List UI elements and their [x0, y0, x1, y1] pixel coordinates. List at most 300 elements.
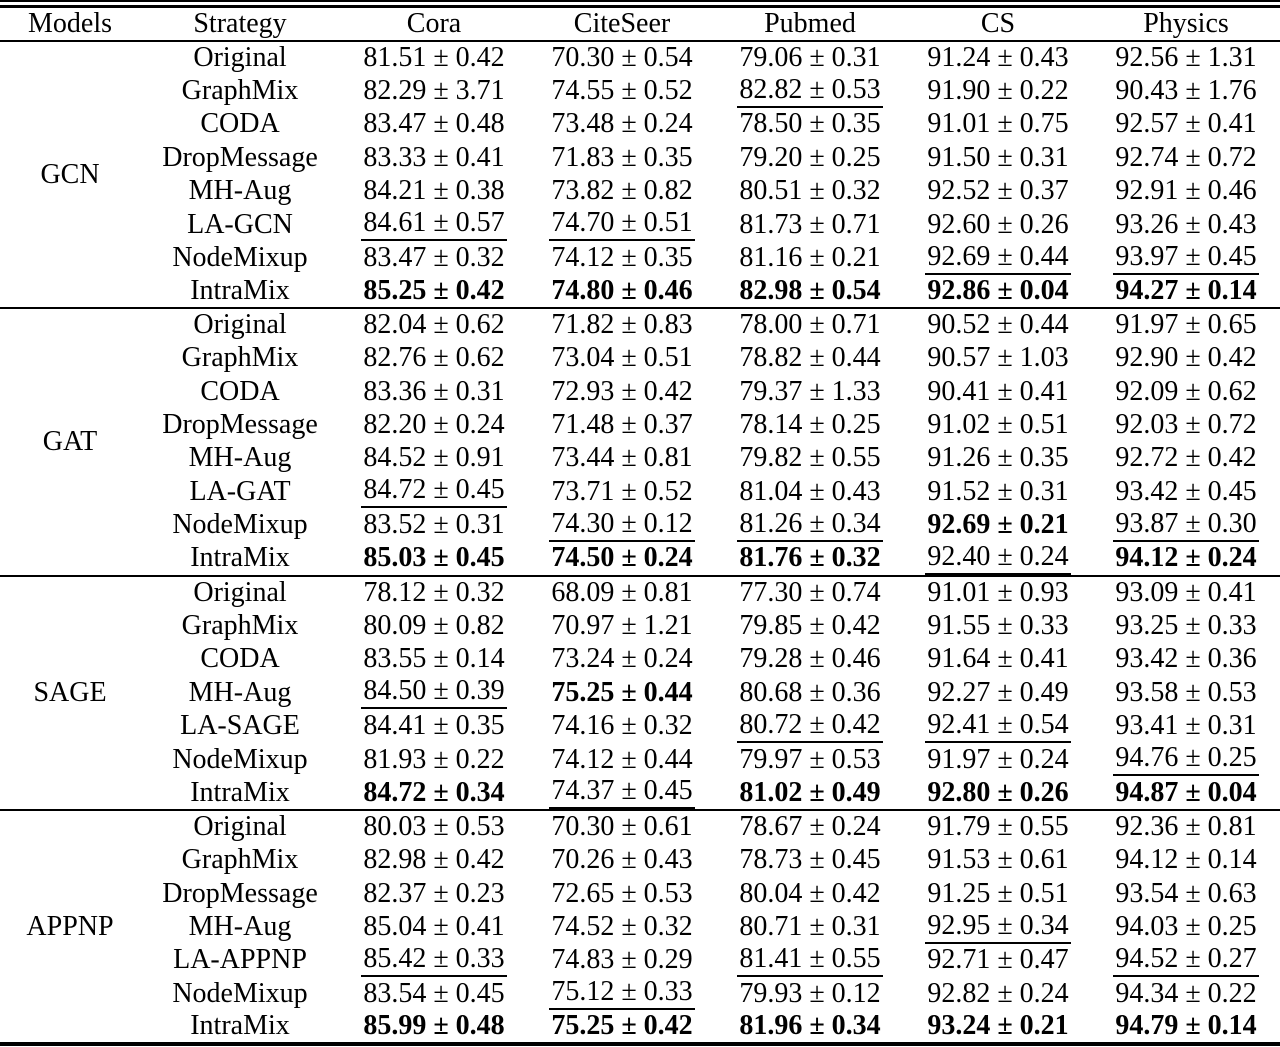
value-text: 74.37 ± 0.45 [549, 777, 694, 809]
model-cell: APPNP [0, 810, 140, 1044]
value-text: 92.03 ± 0.72 [1115, 408, 1257, 440]
value-text: 91.01 ± 0.75 [927, 108, 1069, 140]
value-cell [340, 844, 528, 877]
value-cell [340, 342, 528, 375]
table-row [0, 108, 1280, 141]
value-text: 93.54 ± 0.63 [1115, 877, 1257, 909]
value-cell [716, 508, 904, 541]
value-cell [528, 844, 716, 877]
value-cell [340, 810, 528, 843]
value-text: 73.71 ± 0.52 [551, 475, 693, 507]
value-text: 74.12 ± 0.44 [551, 743, 693, 775]
value-cell [528, 643, 716, 676]
value-cell [1092, 709, 1280, 742]
table-row [0, 442, 1280, 475]
value-text: 94.27 ± 0.14 [1115, 274, 1257, 306]
value-cell [1092, 275, 1280, 308]
value-cell [1092, 175, 1280, 208]
value-text: 81.96 ± 0.34 [739, 1010, 881, 1042]
value-cell [904, 408, 1092, 441]
value-text: 80.72 ± 0.42 [737, 711, 882, 743]
value-cell [1092, 342, 1280, 375]
value-text: 92.56 ± 1.31 [1115, 42, 1257, 74]
value-text: 92.95 ± 0.34 [925, 912, 1070, 944]
value-cell [1092, 944, 1280, 977]
value-cell [528, 475, 716, 508]
value-text: 93.26 ± 0.43 [1115, 208, 1257, 240]
value-cell [1092, 977, 1280, 1010]
value-text: 92.41 ± 0.54 [925, 711, 1070, 743]
value-text: 91.90 ± 0.22 [927, 75, 1069, 107]
value-text: 91.52 ± 0.31 [927, 475, 1069, 507]
value-cell [1092, 41, 1280, 74]
value-text: 85.42 ± 0.33 [361, 945, 506, 977]
table-row [0, 844, 1280, 877]
value-text: 75.12 ± 0.33 [549, 978, 694, 1010]
table-row [0, 977, 1280, 1010]
value-cell [1092, 308, 1280, 341]
value-text: 73.04 ± 0.51 [551, 342, 693, 374]
strategy-cell: GraphMix [181, 844, 299, 876]
table-row [0, 175, 1280, 208]
column-header-citeseer: CiteSeer [528, 7, 716, 42]
value-cell [904, 743, 1092, 776]
value-text: 71.48 ± 0.37 [551, 408, 693, 440]
value-cell [340, 709, 528, 742]
value-cell [716, 609, 904, 642]
value-cell [340, 910, 528, 943]
value-text: 71.82 ± 0.83 [551, 309, 693, 341]
value-cell [904, 508, 1092, 541]
value-cell [904, 1011, 1092, 1044]
value-cell [1092, 508, 1280, 541]
value-cell [1092, 910, 1280, 943]
value-cell [528, 342, 716, 375]
value-cell [716, 141, 904, 174]
value-cell [340, 408, 528, 441]
value-cell [1092, 810, 1280, 843]
value-text: 79.06 ± 0.31 [739, 42, 881, 74]
value-text: 81.16 ± 0.21 [739, 242, 881, 274]
table-row [0, 910, 1280, 943]
strategy-cell: CODA [200, 375, 280, 407]
table-row [0, 576, 1280, 609]
strategy-cell: CODA [200, 643, 280, 675]
table-row [0, 776, 1280, 810]
value-text: 80.68 ± 0.36 [739, 676, 881, 708]
value-text: 82.82 ± 0.53 [737, 76, 882, 108]
column-header-cora: Cora [340, 7, 528, 42]
value-text: 91.97 ± 0.24 [927, 743, 1069, 775]
value-cell [1092, 844, 1280, 877]
table-row [0, 375, 1280, 408]
value-text: 83.55 ± 0.14 [363, 643, 505, 675]
value-text: 90.41 ± 0.41 [927, 375, 1069, 407]
value-text: 94.76 ± 0.25 [1113, 744, 1258, 776]
table-row [0, 208, 1280, 241]
value-text: 91.79 ± 0.55 [927, 811, 1069, 843]
value-text: 81.73 ± 0.71 [739, 208, 881, 240]
value-text: 81.51 ± 0.42 [363, 42, 505, 74]
value-cell [340, 542, 528, 576]
table-row [0, 475, 1280, 508]
value-cell [904, 342, 1092, 375]
value-text: 79.82 ± 0.55 [739, 442, 881, 474]
value-text: 92.82 ± 0.24 [927, 977, 1069, 1009]
value-text: 94.52 ± 0.27 [1113, 945, 1258, 977]
table-row [0, 241, 1280, 274]
value-text: 91.01 ± 0.93 [927, 577, 1069, 609]
value-text: 90.52 ± 0.44 [927, 309, 1069, 341]
value-text: 74.12 ± 0.35 [551, 242, 693, 274]
value-text: 80.51 ± 0.32 [739, 175, 881, 207]
value-text: 85.03 ± 0.45 [363, 542, 505, 574]
value-cell [340, 74, 528, 107]
value-cell [904, 475, 1092, 508]
value-cell [528, 442, 716, 475]
value-cell [716, 576, 904, 609]
value-text: 71.83 ± 0.35 [551, 141, 693, 173]
value-text: 70.97 ± 1.21 [551, 609, 693, 641]
value-text: 81.76 ± 0.32 [739, 542, 881, 574]
value-cell [1092, 676, 1280, 709]
value-text: 75.25 ± 0.42 [551, 1010, 693, 1042]
value-text: 93.25 ± 0.33 [1115, 609, 1257, 641]
value-cell [716, 175, 904, 208]
strategy-cell: MH-Aug [188, 911, 292, 943]
value-text: 74.50 ± 0.24 [551, 542, 693, 574]
column-header-pubmed: Pubmed [716, 7, 904, 42]
value-text: 91.53 ± 0.61 [927, 844, 1069, 876]
value-cell [528, 576, 716, 609]
table-row [0, 508, 1280, 541]
value-text: 68.09 ± 0.81 [551, 577, 693, 609]
value-cell [340, 776, 528, 810]
value-cell [340, 175, 528, 208]
value-cell [528, 74, 716, 107]
value-cell [904, 676, 1092, 709]
table-row [0, 41, 1280, 74]
strategy-cell: LA-GCN [187, 208, 293, 240]
value-text: 78.12 ± 0.32 [363, 577, 505, 609]
value-cell [528, 41, 716, 74]
value-cell [904, 208, 1092, 241]
value-cell [716, 977, 904, 1010]
value-cell [528, 542, 716, 576]
value-cell [340, 275, 528, 308]
value-text: 92.80 ± 0.26 [927, 776, 1069, 808]
value-text: 78.14 ± 0.25 [739, 408, 881, 440]
value-cell [904, 844, 1092, 877]
value-cell [904, 41, 1092, 74]
value-cell [528, 743, 716, 776]
value-text: 70.30 ± 0.54 [551, 42, 693, 74]
value-cell [528, 776, 716, 810]
value-cell [340, 609, 528, 642]
value-cell [528, 175, 716, 208]
value-text: 93.42 ± 0.45 [1115, 475, 1257, 507]
value-cell [904, 308, 1092, 341]
value-text: 77.30 ± 0.74 [739, 577, 881, 609]
strategy-cell: Original [193, 811, 287, 843]
value-cell [340, 508, 528, 541]
value-text: 73.48 ± 0.24 [551, 108, 693, 140]
value-text: 83.47 ± 0.32 [363, 242, 505, 274]
value-cell [340, 1011, 528, 1044]
value-text: 74.55 ± 0.52 [551, 75, 693, 107]
value-cell [340, 944, 528, 977]
value-cell [716, 944, 904, 977]
value-text: 92.74 ± 0.72 [1115, 141, 1257, 173]
strategy-cell: NodeMixup [172, 743, 308, 775]
table-row [0, 743, 1280, 776]
strategy-cell: CODA [200, 108, 280, 140]
value-text: 92.57 ± 0.41 [1115, 108, 1257, 140]
strategy-cell: IntraMix [140, 1011, 340, 1044]
value-text: 80.04 ± 0.42 [739, 877, 881, 909]
strategy-cell: LA-APPNP [173, 944, 307, 976]
value-cell [340, 643, 528, 676]
value-cell [716, 208, 904, 241]
value-cell [340, 308, 528, 341]
value-text: 75.25 ± 0.44 [551, 676, 693, 708]
value-cell [340, 442, 528, 475]
value-cell [904, 108, 1092, 141]
table-row [0, 1011, 1280, 1044]
value-text: 85.04 ± 0.41 [363, 911, 505, 943]
value-text: 83.36 ± 0.31 [363, 375, 505, 407]
value-cell [716, 643, 904, 676]
model-cell: GCN [0, 41, 140, 308]
value-text: 94.03 ± 0.25 [1115, 911, 1257, 943]
value-text: 79.97 ± 0.53 [739, 743, 881, 775]
value-text: 92.72 ± 0.42 [1115, 442, 1257, 474]
strategy-cell: NodeMixup [172, 977, 308, 1009]
value-cell [528, 977, 716, 1010]
table-row [0, 408, 1280, 441]
value-cell [340, 141, 528, 174]
value-cell [528, 910, 716, 943]
table-row [0, 944, 1280, 977]
table-row [0, 609, 1280, 642]
value-text: 91.64 ± 0.41 [927, 643, 1069, 675]
value-text: 79.28 ± 0.46 [739, 643, 881, 675]
value-text: 92.91 ± 0.46 [1115, 175, 1257, 207]
value-text: 79.37 ± 1.33 [739, 375, 881, 407]
strategy-cell: IntraMix [140, 776, 340, 810]
value-text: 91.50 ± 0.31 [927, 141, 1069, 173]
value-text: 78.67 ± 0.24 [739, 811, 881, 843]
value-cell [340, 877, 528, 910]
value-text: 74.52 ± 0.32 [551, 911, 693, 943]
value-text: 92.36 ± 0.81 [1115, 811, 1257, 843]
strategy-cell: NodeMixup [172, 242, 308, 274]
strategy-cell: LA-SAGE [180, 710, 300, 742]
value-text: 72.65 ± 0.53 [551, 877, 693, 909]
table-row [0, 643, 1280, 676]
value-text: 91.24 ± 0.43 [927, 42, 1069, 74]
strategy-cell: GraphMix [181, 609, 299, 641]
value-text: 79.93 ± 0.12 [739, 977, 881, 1009]
value-text: 73.24 ± 0.24 [551, 643, 693, 675]
value-cell [904, 175, 1092, 208]
value-cell [904, 241, 1092, 274]
value-text: 91.55 ± 0.33 [927, 609, 1069, 641]
value-text: 84.50 ± 0.39 [361, 677, 506, 709]
value-text: 92.40 ± 0.24 [925, 543, 1070, 575]
table-row [0, 877, 1280, 910]
value-cell [528, 709, 716, 742]
strategy-cell: IntraMix [140, 275, 340, 308]
value-cell [716, 743, 904, 776]
value-cell [340, 475, 528, 508]
value-text: 83.33 ± 0.41 [363, 141, 505, 173]
value-cell [1092, 408, 1280, 441]
table-row [0, 342, 1280, 375]
value-text: 94.12 ± 0.24 [1115, 542, 1257, 574]
value-cell [716, 74, 904, 107]
value-text: 92.27 ± 0.49 [927, 676, 1069, 708]
value-cell [716, 844, 904, 877]
value-text: 81.26 ± 0.34 [737, 510, 882, 542]
strategy-cell: GraphMix [181, 342, 299, 374]
strategy-cell: MH-Aug [188, 676, 292, 708]
value-cell [528, 375, 716, 408]
value-text: 94.34 ± 0.22 [1115, 977, 1257, 1009]
value-text: 73.82 ± 0.82 [551, 175, 693, 207]
value-text: 92.71 ± 0.47 [927, 944, 1069, 976]
value-cell [716, 475, 904, 508]
strategy-cell: Original [193, 42, 287, 74]
value-text: 92.69 ± 0.21 [927, 509, 1069, 541]
value-text: 82.76 ± 0.62 [363, 342, 505, 374]
strategy-cell: IntraMix [140, 542, 340, 576]
table-header [0, 7, 1280, 42]
table-row [0, 74, 1280, 107]
column-header-models: Models [0, 7, 140, 42]
value-cell [1092, 74, 1280, 107]
value-text: 83.47 ± 0.48 [363, 108, 505, 140]
value-cell [716, 1011, 904, 1044]
value-text: 94.87 ± 0.04 [1115, 776, 1257, 808]
value-cell [1092, 475, 1280, 508]
value-text: 84.52 ± 0.91 [363, 442, 505, 474]
strategy-cell: DropMessage [162, 141, 318, 173]
value-text: 81.04 ± 0.43 [739, 475, 881, 507]
value-cell [904, 709, 1092, 742]
value-cell [904, 375, 1092, 408]
value-cell [528, 275, 716, 308]
value-cell [528, 1011, 716, 1044]
value-text: 91.02 ± 0.51 [927, 408, 1069, 440]
value-cell [904, 877, 1092, 910]
value-text: 91.26 ± 0.35 [927, 442, 1069, 474]
table-row [0, 709, 1280, 742]
value-cell [716, 877, 904, 910]
value-text: 74.80 ± 0.46 [551, 274, 693, 306]
value-text: 74.16 ± 0.32 [551, 710, 693, 742]
value-text: 92.09 ± 0.62 [1115, 375, 1257, 407]
table-row [0, 275, 1280, 308]
value-cell [1092, 241, 1280, 274]
value-cell [1092, 776, 1280, 810]
value-text: 83.54 ± 0.45 [363, 977, 505, 1009]
value-text: 74.30 ± 0.12 [549, 510, 694, 542]
value-text: 72.93 ± 0.42 [551, 375, 693, 407]
value-text: 78.50 ± 0.35 [739, 108, 881, 140]
value-text: 92.69 ± 0.44 [925, 243, 1070, 275]
value-text: 92.90 ± 0.42 [1115, 342, 1257, 374]
value-text: 74.70 ± 0.51 [549, 209, 694, 241]
value-cell [716, 342, 904, 375]
strategy-cell: GraphMix [181, 75, 299, 107]
value-cell [528, 944, 716, 977]
column-header-cs: CS [904, 7, 1092, 42]
value-cell [528, 508, 716, 541]
value-text: 92.60 ± 0.26 [927, 208, 1069, 240]
value-text: 94.79 ± 0.14 [1115, 1010, 1257, 1042]
value-cell [340, 241, 528, 274]
value-cell [904, 944, 1092, 977]
value-cell [1092, 442, 1280, 475]
value-cell [340, 208, 528, 241]
value-text: 84.72 ± 0.45 [361, 476, 506, 508]
value-text: 93.42 ± 0.36 [1115, 643, 1257, 675]
value-text: 80.03 ± 0.53 [363, 811, 505, 843]
value-cell [1092, 108, 1280, 141]
value-text: 94.12 ± 0.14 [1115, 844, 1257, 876]
value-cell [904, 810, 1092, 843]
value-text: 82.98 ± 0.42 [363, 844, 505, 876]
strategy-cell: Original [193, 577, 287, 609]
value-cell [904, 141, 1092, 174]
value-cell [716, 776, 904, 810]
model-cell: SAGE [0, 576, 140, 810]
value-cell [716, 442, 904, 475]
value-cell [528, 408, 716, 441]
value-text: 84.72 ± 0.34 [363, 776, 505, 808]
strategy-cell: DropMessage [162, 877, 318, 909]
value-cell [528, 609, 716, 642]
value-text: 74.83 ± 0.29 [551, 944, 693, 976]
strategy-cell: MH-Aug [188, 442, 292, 474]
value-cell [904, 275, 1092, 308]
table-row [0, 308, 1280, 341]
value-cell [528, 810, 716, 843]
value-text: 78.00 ± 0.71 [739, 309, 881, 341]
value-cell [1092, 208, 1280, 241]
value-text: 84.21 ± 0.38 [363, 175, 505, 207]
value-cell [716, 275, 904, 308]
value-cell [716, 308, 904, 341]
value-cell [528, 241, 716, 274]
header-row [0, 7, 1280, 42]
strategy-cell: DropMessage [162, 408, 318, 440]
value-cell [904, 609, 1092, 642]
value-cell [528, 676, 716, 709]
value-cell [340, 676, 528, 709]
table-body [0, 41, 1280, 1044]
value-cell [528, 108, 716, 141]
value-cell [904, 74, 1092, 107]
value-cell [340, 108, 528, 141]
strategy-cell: LA-GAT [189, 475, 291, 507]
value-cell [340, 41, 528, 74]
value-text: 79.85 ± 0.42 [739, 609, 881, 641]
value-text: 93.09 ± 0.41 [1115, 577, 1257, 609]
table-row [0, 676, 1280, 709]
value-cell [1092, 542, 1280, 576]
